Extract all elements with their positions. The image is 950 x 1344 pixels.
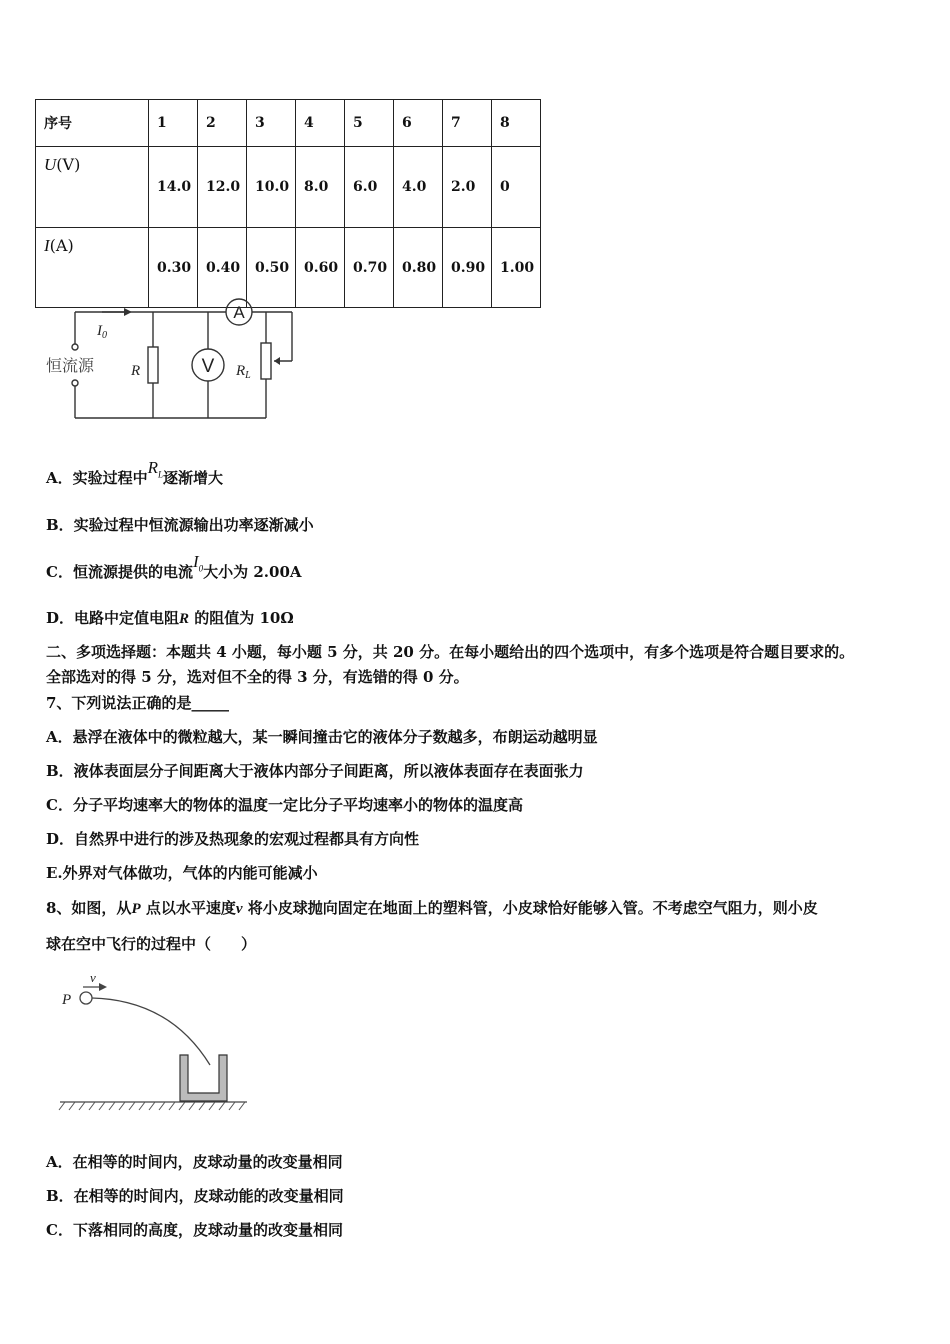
q6-option-d: D．电路中定值电阻R 的阻值为 10Ω [46, 609, 294, 627]
q8-stem-line2: 球在空中飞行的过程中（ ） [46, 935, 257, 953]
table-cell: 0.90 [443, 228, 492, 308]
ammeter-symbol: A [233, 303, 245, 322]
table-header-cell: 3 [247, 100, 296, 147]
table-cell: 10.0 [247, 147, 296, 228]
q6-option-b: B．实验过程中恒流源输出功率逐渐减小 [46, 516, 314, 534]
q6-option-a: A．实验过程中$R_L$逐渐增大 [46, 458, 224, 487]
q7-option-d: D．自然界中进行的涉及热现象的宏观过程都具有方向性 [46, 830, 420, 848]
table-header-cell: 8 [492, 100, 541, 147]
table-cell: 12.0 [198, 147, 247, 228]
table-cell: 2.0 [443, 147, 492, 228]
velocity-label: v [90, 970, 96, 985]
rl-symbol: $R_L$ [147, 458, 164, 480]
table-header-cell: 5 [345, 100, 394, 147]
projectile-diagram [55, 965, 255, 1113]
slider-arrow-icon [274, 357, 280, 365]
table-cell: 0.50 [247, 228, 296, 308]
section-2-line1: 二、多项选择题：本题共 4 小题，每小题 5 分，共 20 分。在每小题给出的四个选项中，有多个选项是符合题目要求的。 [46, 643, 855, 661]
current-label: $I_0$ [97, 323, 107, 341]
q8-option-b: B．在相等的时间内，皮球动能的改变量相同 [46, 1187, 344, 1205]
q6-option-c: C．恒流源提供的电流$I_0$大小为 2.00A [46, 552, 302, 581]
table-header-cell: 7 [443, 100, 492, 147]
table-row-voltage [36, 147, 541, 228]
section-2-line2: 全部选对的得 5 分，选对但不全的得 3 分，有选错的得 0 分。 [46, 668, 469, 686]
table-header-cell: 1 [149, 100, 198, 147]
table-header-cell: 2 [198, 100, 247, 147]
voltmeter-symbol: V [201, 356, 215, 377]
source-label: 恒流源 [46, 356, 95, 375]
tube-icon [180, 1055, 227, 1101]
table-cell: 0.70 [345, 228, 394, 308]
table-cell: 14.0 [149, 147, 198, 228]
table-header-cell: 4 [296, 100, 345, 147]
current-arrow-icon [124, 308, 132, 316]
data-table [35, 99, 541, 308]
velocity-arrow-icon [99, 983, 107, 991]
table-cell: 0 [492, 147, 541, 228]
circuit-diagram [40, 295, 310, 425]
table-cell: 1.00 [492, 228, 541, 308]
q8-option-c: C．下落相同的高度，皮球动量的改变量相同 [46, 1221, 343, 1239]
section-2-instructions [46, 640, 916, 690]
q8-stem-line1: 8、如图，从P 点以水平速度v 将小皮球抛向固定在地面上的塑料管，小皮球恰好能够入管。不考虑空气阻力，则小皮 [46, 899, 818, 917]
table-cell: 4.0 [394, 147, 443, 228]
table-header-cell: 6 [394, 100, 443, 147]
q7-option-c: C．分子平均速率大的物体的温度一定比分子平均速率小的物体的温度高 [46, 796, 523, 814]
q7-option-a: A．悬浮在液体中的微粒越大，某一瞬间撞击它的液体分子数越多，布朗运动越明显 [46, 728, 598, 746]
q7-option-b: B．液体表面层分子间距离大于液体内部分子间距离，所以液体表面存在表面张力 [46, 762, 584, 780]
table-cell: 6.0 [345, 147, 394, 228]
table-cell: 0.60 [296, 228, 345, 308]
table-cell: 0.30 [149, 228, 198, 308]
rheostat-label: $R_L$ [236, 363, 251, 381]
q8-option-a: A．在相等的时间内，皮球动量的改变量相同 [46, 1153, 343, 1171]
q7-stem: 7、下列说法正确的是_____ [46, 694, 229, 712]
table-cell: 0.80 [394, 228, 443, 308]
q7-option-e: E.外界对气体做功，气体的内能可能减小 [46, 864, 318, 882]
voltage-label: U(V) [36, 147, 149, 228]
resistor-label: R [131, 363, 141, 379]
table-cell: 8.0 [296, 147, 345, 228]
i0-symbol: $I_0$ [192, 552, 204, 574]
table-cell: 0.40 [198, 228, 247, 308]
point-p-label: P [62, 992, 72, 1008]
table-header-cell: 序号 [36, 100, 149, 147]
current-label: I(A) [36, 228, 149, 308]
table-header-row [36, 100, 541, 147]
